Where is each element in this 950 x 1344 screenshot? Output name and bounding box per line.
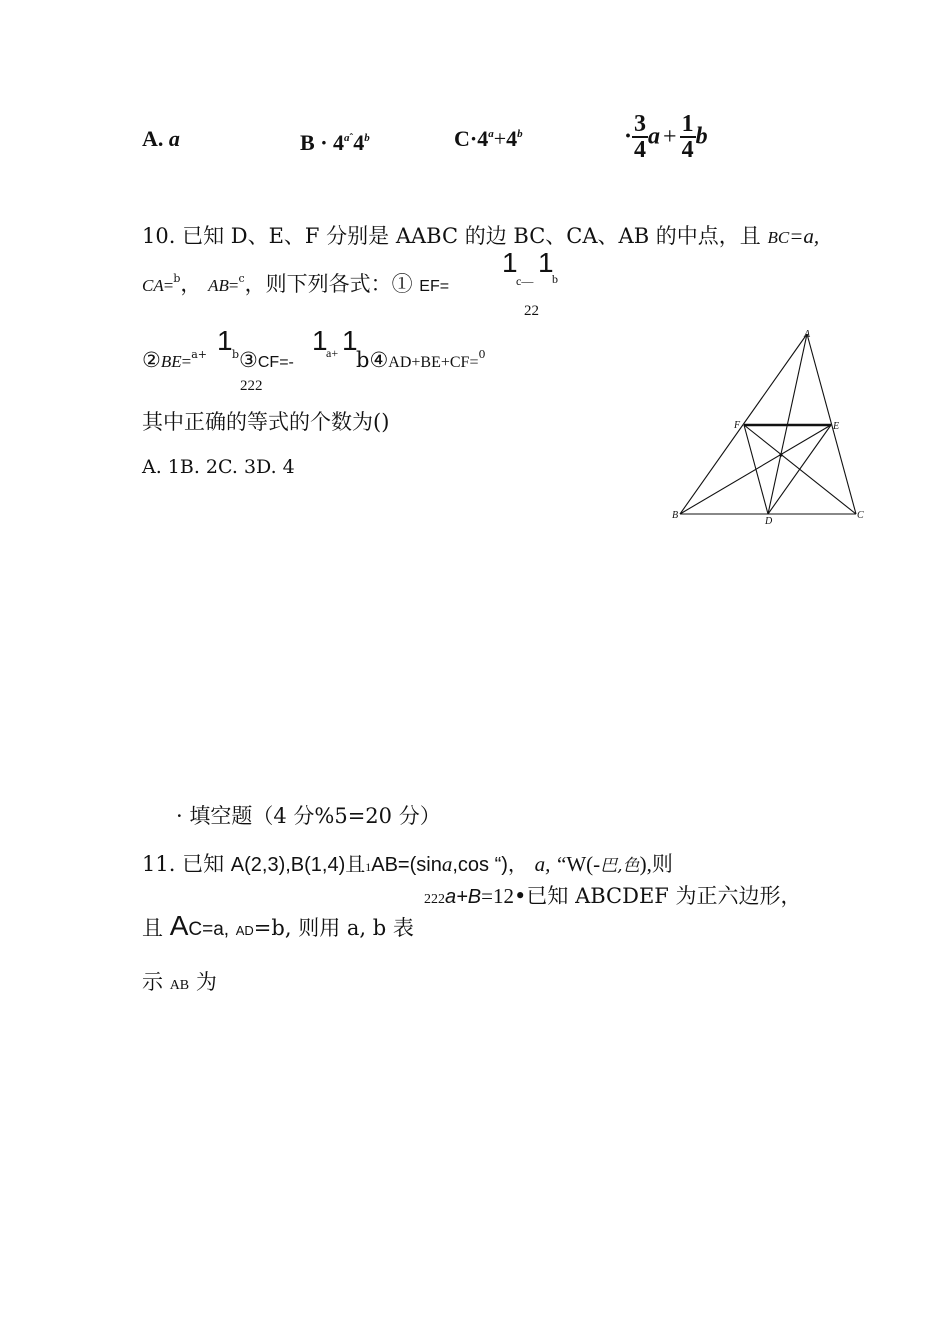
q11-l4-b: AB bbox=[169, 978, 190, 993]
label-d: D bbox=[765, 516, 773, 527]
q10-ab: AB bbox=[208, 276, 229, 295]
q10-zero: 0 bbox=[478, 348, 486, 361]
option-d-var2: b bbox=[695, 123, 708, 150]
q10-one2: 1 bbox=[538, 247, 554, 278]
option-b-base2: 4 bbox=[353, 130, 365, 155]
q10-aplus: a+ bbox=[191, 348, 207, 361]
option-a-value: a bbox=[168, 126, 180, 151]
q11-line3 bbox=[142, 910, 414, 942]
option-b-base1: 4 bbox=[333, 130, 345, 155]
option-d-den2: 4 bbox=[681, 137, 694, 163]
option-d-num1: 3 bbox=[634, 111, 647, 137]
option-c bbox=[454, 126, 523, 152]
option-d-var1: a bbox=[648, 123, 661, 150]
option-b-op: ˆ bbox=[349, 132, 354, 144]
q10-ab-eq: = bbox=[228, 276, 239, 295]
option-a-label: A bbox=[142, 126, 158, 151]
option-b-exp1: a bbox=[344, 132, 350, 144]
option-a-sep: . bbox=[157, 126, 164, 151]
q10-be: BE bbox=[160, 352, 182, 371]
q11-l4-c: 为 bbox=[195, 970, 217, 994]
option-b-exp2: b bbox=[364, 132, 370, 144]
q10-l3-one: 1 bbox=[217, 325, 233, 356]
q10-line1-text: 10. 已知 D、E、F 分别是 AABC 的边 BC、CA、AB 的中点，且 bbox=[142, 224, 761, 248]
q10-sum: AD+BE+CF= bbox=[388, 354, 479, 371]
centroid-point bbox=[779, 453, 782, 456]
q11-l1-a: 11. 已知 bbox=[142, 852, 225, 876]
q11-l1-i: 巴,色 bbox=[600, 856, 640, 876]
option-c-base2: 4 bbox=[506, 126, 518, 151]
q10-l3-b: b bbox=[232, 348, 240, 361]
q10-bc: BC bbox=[767, 228, 790, 247]
q10-sub222: 222 bbox=[240, 378, 263, 394]
q10-line3 bbox=[142, 348, 207, 372]
q10-line2-text: ，则下列各式：① bbox=[244, 272, 413, 296]
q10-c-minus: c— bbox=[516, 274, 534, 288]
q10-ca-eq: = bbox=[163, 276, 174, 295]
q10-be-eq: = bbox=[181, 352, 192, 371]
q11-l4-a: 示 bbox=[142, 970, 163, 994]
q10-line1 bbox=[142, 220, 819, 250]
label-c: C bbox=[857, 510, 864, 521]
option-d-num2: 1 bbox=[681, 111, 694, 137]
q11-line2 bbox=[424, 880, 802, 910]
option-d-dot: · bbox=[624, 123, 633, 150]
q10-circ4: ④ bbox=[369, 348, 389, 372]
q10-bc-eq: =a, bbox=[789, 224, 820, 248]
q11-l1-g: a, bbox=[534, 852, 551, 876]
label-f: F bbox=[734, 420, 741, 431]
q10-b: b bbox=[552, 272, 558, 286]
option-b bbox=[300, 130, 370, 156]
q10-l3-one3: 1 bbox=[342, 325, 358, 356]
option-c-op: + bbox=[493, 126, 507, 151]
q11-l1-e: a bbox=[441, 852, 453, 876]
q10-l3-aplus2: a+ bbox=[326, 346, 339, 360]
q11-l2-c: =12 bbox=[481, 884, 514, 908]
option-b-label: B bbox=[300, 130, 315, 155]
q11-l1-d: AB=(sin bbox=[371, 854, 442, 876]
q11-l1-b: A(2,3),B(1,4)且 bbox=[230, 854, 366, 876]
q10-circ2: ② bbox=[142, 348, 161, 372]
option-c-sep: · bbox=[469, 126, 478, 151]
q10-ab-val: c bbox=[238, 272, 245, 285]
option-b-sep: · bbox=[320, 130, 328, 155]
q10-ca: CA bbox=[142, 276, 164, 295]
q11-l3-c: C=a, bbox=[188, 919, 230, 940]
q10-ef: EF= bbox=[419, 278, 450, 295]
q10-l3-one2: 1 bbox=[312, 325, 328, 356]
label-e: E bbox=[833, 421, 840, 432]
q11-l3-b: A bbox=[169, 910, 189, 941]
q11-l3-f: 则用 a, b 表 bbox=[298, 916, 414, 940]
q11-l2-e: 已知 ABCDEF 为正六边形， bbox=[526, 884, 802, 908]
q10-question: 其中正确的等式的个数为() bbox=[142, 410, 390, 434]
label-a: A bbox=[804, 329, 811, 340]
q11-l2-b: a+B bbox=[445, 886, 482, 908]
q11-line4 bbox=[142, 966, 217, 996]
option-c-base1: 4 bbox=[477, 126, 489, 151]
q10-options: A. 1B. 2C. 3D. 4 bbox=[142, 456, 295, 478]
q11-l3-d: AD bbox=[235, 923, 254, 938]
option-d-den1: 4 bbox=[634, 137, 647, 163]
q11-l1-f: ,cos “)， bbox=[452, 854, 528, 876]
q11-l1-h: “W(- bbox=[557, 852, 601, 876]
option-c-exp2: b bbox=[517, 128, 523, 140]
q11-l3-e: =b, bbox=[253, 916, 292, 940]
triangle-figure bbox=[668, 328, 868, 528]
q10-l3-b2: b bbox=[356, 348, 370, 372]
q11-l2-a: 222 bbox=[424, 892, 445, 907]
segment-fd bbox=[744, 425, 768, 514]
q11-line1 bbox=[142, 848, 673, 878]
q11-l2-d: • bbox=[514, 884, 527, 908]
q11-l3-a: 且 bbox=[142, 916, 163, 940]
q10-circ3: ③ bbox=[239, 348, 258, 372]
option-d-op: + bbox=[663, 123, 677, 150]
option-c-exp1: a bbox=[488, 128, 494, 140]
option-d-frac1 bbox=[632, 112, 648, 162]
q10-line3b bbox=[232, 348, 294, 372]
label-b: B bbox=[672, 510, 679, 521]
option-d-frac2 bbox=[680, 112, 696, 162]
q11-l1-j: ),则 bbox=[639, 852, 673, 876]
option-a bbox=[142, 126, 180, 152]
q10-one1: 1 bbox=[502, 247, 518, 278]
q10-ca-val: b bbox=[173, 272, 181, 285]
section-title: · 填空题（4 分%5=20 分） bbox=[176, 804, 441, 828]
q11-l1-c: 1 bbox=[365, 860, 372, 874]
q10-line2: CA=$^b$， AB=$^c$，则下列各式：① EF= bbox=[142, 272, 450, 296]
option-d bbox=[624, 112, 708, 162]
q10-sub22: 22 bbox=[524, 303, 539, 319]
q10-line3c bbox=[356, 348, 485, 372]
q10-cf: CF=- bbox=[257, 354, 294, 371]
option-c-label: C bbox=[454, 126, 470, 151]
